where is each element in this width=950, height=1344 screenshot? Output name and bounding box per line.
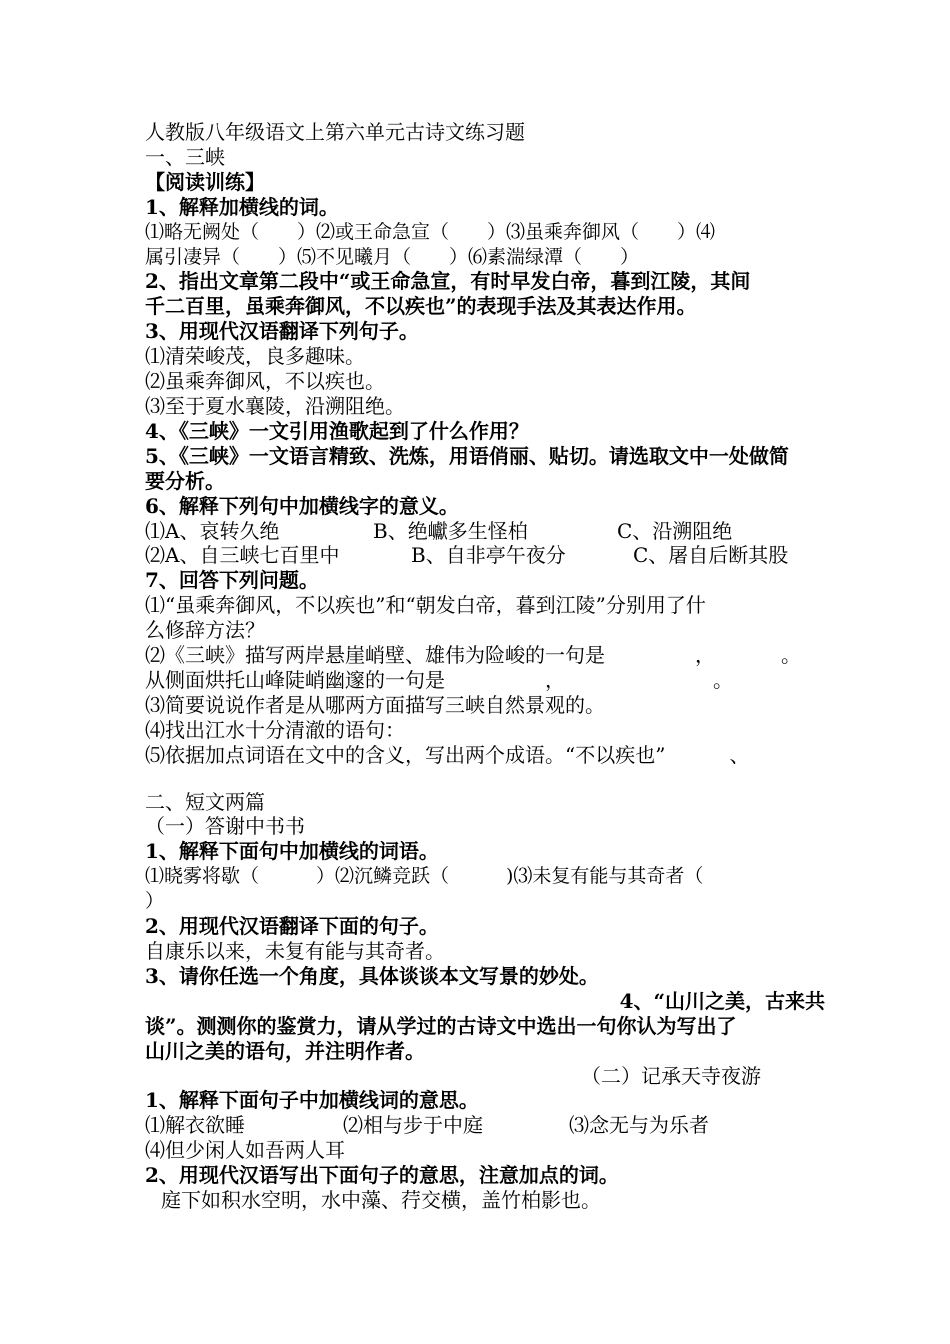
question-7-1-line1: ⑴“虽乘奔御风，不以疾也”和“朝发白帝，暮到江陵”分别用了什 xyxy=(145,593,706,618)
s1-question-1: 1、解释下面句中加横线的词语。 xyxy=(145,839,439,864)
s1-question-4-line3: 山川之美的语句，并注明作者。 xyxy=(145,1038,425,1063)
s2-question-1-items xyxy=(145,1113,825,1138)
question-3-item-2: ⑵虽乘奔御风，不以疾也。 xyxy=(145,369,385,394)
s2-q1-item-1: ⑴解衣欲睡 xyxy=(145,1113,245,1138)
question-6-row-2 xyxy=(145,543,825,568)
s1-question-2-sentence: 自康乐以来，未复有能与其奇者。 xyxy=(145,939,445,963)
reading-training-label: 【阅读训练】 xyxy=(145,169,265,194)
question-5-line2: 要分析。 xyxy=(145,468,225,493)
q7-2-line1-end: 。 xyxy=(781,643,801,668)
question-7-2-line2 xyxy=(145,668,825,693)
q7-5-text: ⑸依据加点词语在文中的含义，写出两个成语。“不以疾也” xyxy=(145,742,666,767)
q7-2-line1-comma: ， xyxy=(695,643,715,668)
question-3-item-3: ⑶至于夏水襄陵，沿溯阻绝。 xyxy=(145,393,405,418)
q7-2-line2-text: 从侧面烘托山峰陡峭幽邃的一句是 xyxy=(145,667,445,692)
s1-question-2: 2、用现代汉语翻译下面的句子。 xyxy=(145,914,439,939)
q7-5-end: 、 xyxy=(729,742,750,767)
worksheet xyxy=(145,120,825,1213)
s2-q1-item-2: ⑵相与步于中庭 xyxy=(343,1113,483,1138)
q6-row2-a: ⑵A、自三峡七百里中 xyxy=(145,543,340,568)
q7-2-line1-text: ⑵《三峡》描写两岸悬崖峭壁、雄伟为险峻的一句是 xyxy=(145,643,605,668)
s1-question-3: 3、请你任选一个角度，具体谈谈本文写景的妙处。 xyxy=(145,963,599,988)
subsection-heading-dxzss: （一）答谢中书书 xyxy=(145,814,305,839)
section-heading-sanxia: 一、三峡 xyxy=(145,144,225,169)
question-7-5 xyxy=(145,743,825,768)
s2-question-2-sentence: 庭下如积水空明，水中藻、荇交横，盖竹柏影也。 xyxy=(161,1188,601,1213)
s1-question-4-line1: 4、“山川之美，古来共 xyxy=(619,988,825,1013)
question-7-3: ⑶简要说说作者是从哪两方面描写三峡自然景观的。 xyxy=(145,692,605,717)
question-2-line1: 2、指出文章第二段中“或王命急宣，有时早发白帝，暮到江陵，其间 xyxy=(145,269,751,294)
s2-q1-item-3: ⑶念无与为乐者 xyxy=(569,1113,709,1138)
s2-question-1: 1、解释下面句子中加横线词的意思。 xyxy=(145,1088,479,1113)
question-7-2-line1 xyxy=(145,643,825,668)
q7-2-line2-end: 。 xyxy=(713,667,733,692)
q6-row1-b: B、绝巘多生怪柏 xyxy=(373,518,528,543)
question-5-line1: 5、《三峡》一文语言精致、洗炼，用语俏丽、贴切。请选取文中一处做简 xyxy=(145,443,789,468)
question-6: 6、解释下列句中加横线字的意义。 xyxy=(145,493,459,518)
s1-question-1-items-line1: ⑴晓雾将歇（ ）⑵沉鳞竞跃（ )⑶未复有能与其奇者（ xyxy=(145,865,704,888)
question-3: 3、用现代汉语翻译下列句子。 xyxy=(145,319,419,344)
q6-row2-b: B、自非亭午夜分 xyxy=(411,543,566,568)
question-2-line2: 千二百里，虽乘奔御风，不以疾也”的表现手法及其表达作用。 xyxy=(145,294,697,319)
q6-row1-a: ⑴A、哀转久绝 xyxy=(145,518,280,543)
question-1-items-line2: 属引凄异（ ）⑸不见曦月（ ）⑹素湍绿潭（ ） xyxy=(145,245,640,268)
question-4: 4、《三峡》一文引用渔歌起到了什么作用？ xyxy=(145,418,529,443)
page-title: 人教版八年级语文上第六单元古诗文练习题 xyxy=(145,120,525,144)
s1-question-4-line2: 谈”。测测你的鉴赏力，请从学过的古诗文中选出一句你认为写出了 xyxy=(145,1013,737,1038)
q6-row1-c: C、沿溯阻绝 xyxy=(617,518,733,543)
question-7-1-line2: 么修辞方法？ xyxy=(145,618,265,643)
q7-2-line2-comma: ， xyxy=(545,667,565,692)
q6-row2-c: C、屠自后断其股 xyxy=(633,543,789,568)
s2-question-2: 2、用现代汉语写出下面句子的意思，注意加点的词。 xyxy=(145,1163,619,1188)
section-heading-short-texts: 二、短文两篇 xyxy=(145,789,265,814)
subsection-heading-jctsyy: （二）记承天寺夜游 xyxy=(581,1063,761,1088)
question-1-items-line1: ⑴略无阙处（ ）⑵或王命急宣（ ）⑶虽乘奔御风（ ）⑷ xyxy=(145,220,716,243)
question-1: 1、解释加横线的词。 xyxy=(145,194,339,219)
question-6-row-1 xyxy=(145,519,825,544)
s2-question-1-item-4: ⑷但少闲人如吾两人耳 xyxy=(145,1138,345,1163)
question-3-item-1: ⑴清荣峻茂，良多趣味。 xyxy=(145,344,365,369)
s1-question-1-items-line2: ） xyxy=(145,890,165,913)
question-7: 7、回答下列问题。 xyxy=(145,568,319,593)
question-7-4: ⑷找出江水十分清澈的语句： xyxy=(145,717,405,742)
